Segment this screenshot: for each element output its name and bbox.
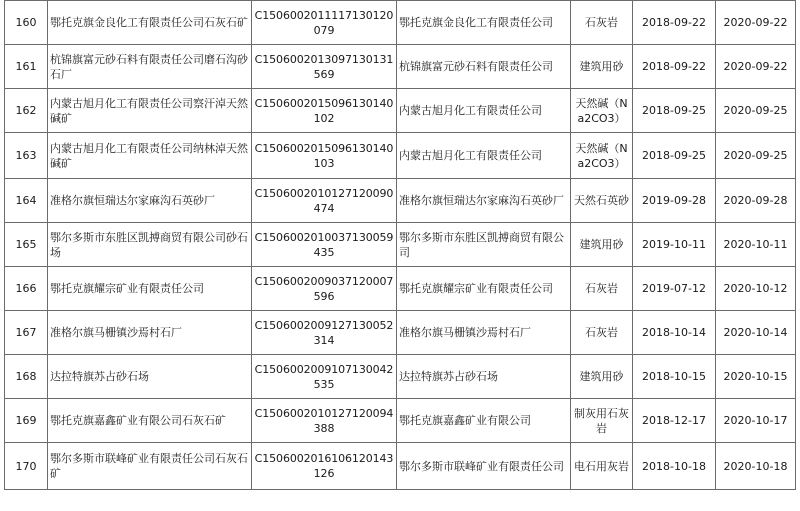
mineral-cell: 建筑用砂 <box>571 355 633 399</box>
start-date-cell: 2019-09-28 <box>633 179 716 223</box>
row-number-cell: 170 <box>5 443 48 490</box>
mine-name-cell: 准格尔旗马栅镇沙焉村石厂 <box>48 311 252 355</box>
owner-cell: 内蒙古旭月化工有限责任公司 <box>397 133 571 179</box>
mine-name-cell: 杭锦旗富元砂石料有限责任公司磨石沟砂石厂 <box>48 45 252 89</box>
table-row <box>5 399 796 443</box>
owner-cell: 杭锦旗富元砂石料有限责任公司 <box>397 45 571 89</box>
table-row <box>5 89 796 133</box>
mining-license-table <box>4 0 796 490</box>
mineral-cell: 制灰用石灰岩 <box>571 399 633 443</box>
row-number-cell: 165 <box>5 223 48 267</box>
row-number-cell: 166 <box>5 267 48 311</box>
mineral-cell: 天然碱（Na2CO3） <box>571 133 633 179</box>
end-date-cell: 2020-10-14 <box>716 311 796 355</box>
start-date-cell: 2019-07-12 <box>633 267 716 311</box>
end-date-cell: 2020-09-25 <box>716 89 796 133</box>
license-code-cell: C1506002016106120143126 <box>252 443 397 490</box>
mine-name-cell: 鄂托克旗嘉鑫矿业有限公司石灰石矿 <box>48 399 252 443</box>
owner-cell: 鄂尔多斯市联峰矿业有限责任公司 <box>397 443 571 490</box>
start-date-cell: 2018-10-18 <box>633 443 716 490</box>
start-date-cell: 2018-12-17 <box>633 399 716 443</box>
mine-name-cell: 鄂尔多斯市东胜区凯搏商贸有限公司砂石场 <box>48 223 252 267</box>
table-row <box>5 45 796 89</box>
mineral-cell: 天然碱（Na2CO3） <box>571 89 633 133</box>
owner-cell: 内蒙古旭月化工有限责任公司 <box>397 89 571 133</box>
row-number-cell: 161 <box>5 45 48 89</box>
row-number-cell: 168 <box>5 355 48 399</box>
owner-cell: 达拉特旗苏占砂石场 <box>397 355 571 399</box>
table-row <box>5 267 796 311</box>
mine-name-cell: 准格尔旗恒瑞达尔家麻沟石英砂厂 <box>48 179 252 223</box>
mineral-cell: 天然石英砂 <box>571 179 633 223</box>
row-number-cell: 162 <box>5 89 48 133</box>
end-date-cell: 2020-09-25 <box>716 133 796 179</box>
end-date-cell: 2020-10-18 <box>716 443 796 490</box>
mineral-cell: 建筑用砂 <box>571 45 633 89</box>
mine-name-cell: 鄂托克旗金良化工有限责任公司石灰石矿 <box>48 1 252 45</box>
start-date-cell: 2018-10-15 <box>633 355 716 399</box>
end-date-cell: 2020-09-22 <box>716 1 796 45</box>
row-number-cell: 163 <box>5 133 48 179</box>
table-row <box>5 355 796 399</box>
mineral-cell: 电石用灰岩 <box>571 443 633 490</box>
owner-cell: 鄂托克旗金良化工有限责任公司 <box>397 1 571 45</box>
license-code-cell: C1506002009107130042535 <box>252 355 397 399</box>
license-code-cell: C1506002010127120090474 <box>252 179 397 223</box>
owner-cell: 鄂尔多斯市东胜区凯搏商贸有限公司 <box>397 223 571 267</box>
license-code-cell: C1506002015096130140103 <box>252 133 397 179</box>
end-date-cell: 2020-10-12 <box>716 267 796 311</box>
owner-cell: 鄂托克旗嘉鑫矿业有限公司 <box>397 399 571 443</box>
license-code-cell: C1506002010037130059435 <box>252 223 397 267</box>
mine-name-cell: 达拉特旗苏占砂石场 <box>48 355 252 399</box>
license-code-cell: C1506002009037120007596 <box>252 267 397 311</box>
start-date-cell: 2018-09-25 <box>633 89 716 133</box>
start-date-cell: 2018-10-14 <box>633 311 716 355</box>
end-date-cell: 2020-10-15 <box>716 355 796 399</box>
table-row <box>5 179 796 223</box>
row-number-cell: 169 <box>5 399 48 443</box>
owner-cell: 准格尔旗恒瑞达尔家麻沟石英砂厂 <box>397 179 571 223</box>
mine-name-cell: 内蒙古旭月化工有限责任公司察汗淖天然碱矿 <box>48 89 252 133</box>
start-date-cell: 2018-09-22 <box>633 45 716 89</box>
mine-name-cell: 鄂托克旗耀宗矿业有限责任公司 <box>48 267 252 311</box>
end-date-cell: 2020-10-11 <box>716 223 796 267</box>
row-number-cell: 160 <box>5 1 48 45</box>
license-code-cell: C1506002010127120094388 <box>252 399 397 443</box>
license-code-cell: C1506002011117130120079 <box>252 1 397 45</box>
table-row <box>5 1 796 45</box>
table-row <box>5 443 796 490</box>
end-date-cell: 2020-09-28 <box>716 179 796 223</box>
table-row <box>5 223 796 267</box>
mineral-cell: 石灰岩 <box>571 311 633 355</box>
table-row <box>5 133 796 179</box>
end-date-cell: 2020-09-22 <box>716 45 796 89</box>
start-date-cell: 2018-09-25 <box>633 133 716 179</box>
end-date-cell: 2020-10-17 <box>716 399 796 443</box>
mineral-cell: 建筑用砂 <box>571 223 633 267</box>
owner-cell: 鄂托克旗耀宗矿业有限责任公司 <box>397 267 571 311</box>
table-body <box>5 1 796 490</box>
table-row <box>5 311 796 355</box>
license-code-cell: C1506002015096130140102 <box>252 89 397 133</box>
owner-cell: 准格尔旗马栅镇沙焉村石厂 <box>397 311 571 355</box>
mine-name-cell: 内蒙古旭月化工有限责任公司纳林淖天然碱矿 <box>48 133 252 179</box>
start-date-cell: 2018-09-22 <box>633 1 716 45</box>
row-number-cell: 167 <box>5 311 48 355</box>
license-code-cell: C1506002009127130052314 <box>252 311 397 355</box>
start-date-cell: 2019-10-11 <box>633 223 716 267</box>
mineral-cell: 石灰岩 <box>571 1 633 45</box>
row-number-cell: 164 <box>5 179 48 223</box>
license-code-cell: C1506002013097130131569 <box>252 45 397 89</box>
mine-name-cell: 鄂尔多斯市联峰矿业有限责任公司石灰石矿 <box>48 443 252 490</box>
mineral-cell: 石灰岩 <box>571 267 633 311</box>
